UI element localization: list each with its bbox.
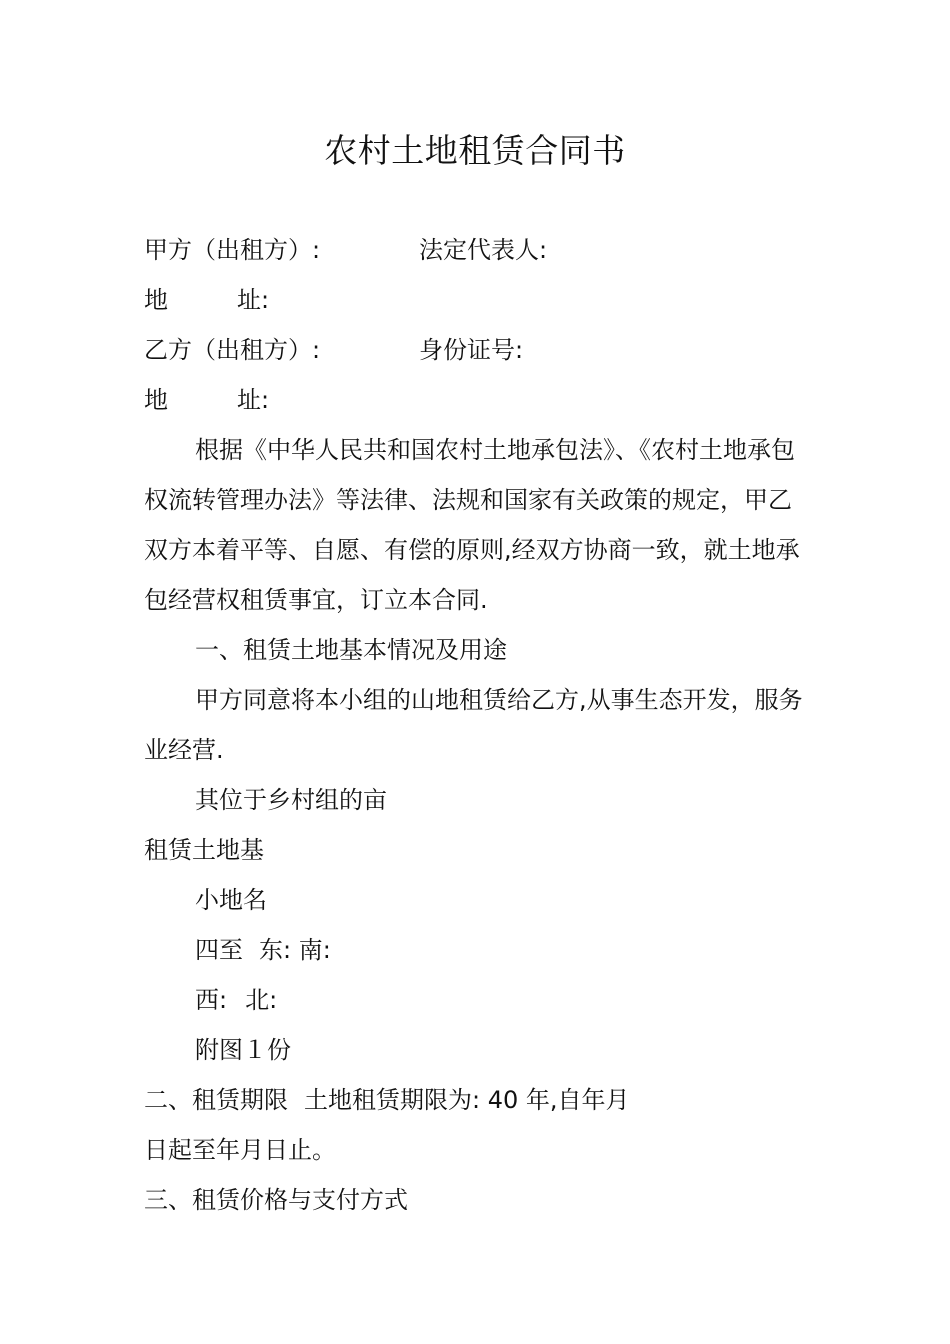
boundary-east: 东: (259, 936, 292, 964)
address-a-label-1: 地 (144, 286, 168, 314)
section1-paragraph: 甲方同意将本小组的山地租赁给乙方,从事生态开发，服务业经营. (144, 686, 803, 764)
legal-rep-label: 法定代表人: (419, 236, 548, 264)
section2-heading: 二、租赁期限 (144, 1086, 288, 1114)
party-b-line (144, 325, 814, 375)
boundaries-line-2 (144, 975, 814, 1025)
land-location-line: 其位于乡村组的亩 (195, 786, 387, 814)
small-place-name-line: 小地名 (195, 886, 267, 914)
attachment-line: 附图１份 (195, 1036, 291, 1064)
address-b-label-1: 地 (144, 386, 168, 414)
address-b-label-2: 址: (237, 386, 270, 414)
id-number-label: 身份证号: (419, 336, 524, 364)
boundary-north: 北: (245, 986, 278, 1014)
party-b-label: 乙方（出租方）: (144, 336, 321, 364)
boundaries-label: 四至 (195, 936, 243, 964)
section2-line (144, 1075, 814, 1125)
section3-heading: 三、租赁价格与支付方式 (144, 1186, 408, 1214)
party-a-label: 甲方（出租方）: (144, 236, 321, 264)
lease-term-text: 土地租赁期限为: 40 年,自年月 (304, 1086, 630, 1114)
lease-land-basis-line: 租赁土地基 (144, 836, 264, 864)
address-a-label-2: 址: (237, 286, 270, 314)
address-a-line (144, 275, 814, 325)
boundary-west: 西: (195, 986, 228, 1014)
lease-term-line-2: 日起至年月日止。 (144, 1136, 336, 1164)
boundaries-line (144, 925, 814, 975)
section1-heading: 一、租赁土地基本情况及用途 (195, 636, 507, 664)
address-b-line (144, 375, 814, 425)
party-a-line (144, 225, 814, 275)
document-title: 农村土地租赁合同书 (324, 131, 626, 170)
contract-body (144, 225, 814, 1225)
preamble-paragraph: 根据《中华人民共和国农村土地承包法》、《农村土地承包权流转管理办法》等法律、法规和国家有关政策的规定，甲乙双方本着平等、自愿、有偿的原则,经双方协商一致，就土地承包经营权租赁事宜，订立本合同. (144, 436, 800, 614)
boundary-south: 南: (298, 936, 331, 964)
